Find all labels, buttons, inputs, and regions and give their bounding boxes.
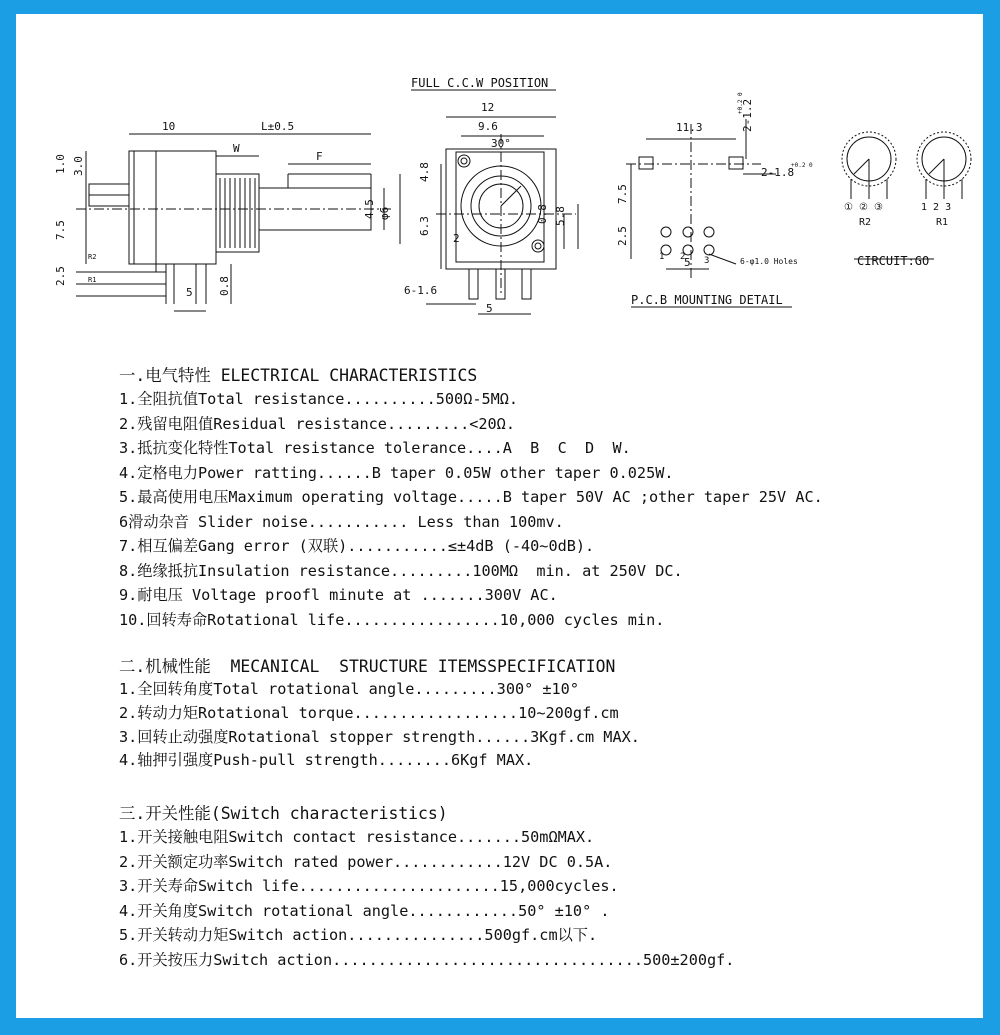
- dim-side-l: L±0.5: [261, 120, 295, 133]
- dim-pcb-2-1-8: 2-1.8: [761, 166, 795, 179]
- circuit-r2-pins: ① ② ③: [844, 202, 883, 213]
- circuit-r1-label: R1: [936, 217, 949, 228]
- dim-side-r1: R1: [88, 276, 97, 284]
- spec-line: 5.开关转动力矩Switch action...............500gf.cm以下.: [119, 926, 598, 944]
- dim-front-0-8: 0.8: [536, 204, 549, 224]
- section-heading: 一.电气特性 ELECTRICAL CHARACTERISTICS: [119, 366, 478, 385]
- thread-lines: [220, 178, 255, 248]
- circuit-label: CIRCUIT:GO: [857, 254, 930, 268]
- dim-front-6-3: 6.3: [418, 216, 431, 236]
- dim-side-2-5: 2.5: [54, 266, 67, 286]
- dim-front-6-1-6: 6-1.6: [404, 284, 438, 297]
- mechanical-drawing: [16, 14, 983, 344]
- dim-side-1-0: 1.0: [54, 154, 67, 174]
- dim-side-f: F: [316, 150, 323, 163]
- dim-side-5: 5: [186, 286, 193, 299]
- spec-line: 5.最高使用电压Maximum operating voltage.....B taper 50V AC ;other taper 25V AC.: [119, 488, 823, 506]
- dim-side-10: 10: [162, 120, 176, 133]
- pcb-pin-1: 1: [659, 252, 665, 262]
- circuit-r2-label: R2: [859, 217, 872, 228]
- spec-line: 6.开关按压力Switch action..................................500±200gf.: [119, 951, 735, 969]
- dim-front-5: 5: [486, 302, 493, 315]
- dim-front-5-8: 5.8: [554, 206, 567, 226]
- spec-line: 2.转动力矩Rotational torque..................10~200gf.cm: [119, 704, 619, 722]
- spec-line: 3.开关寿命Switch life......................15,000cycles.: [119, 877, 619, 895]
- dim-pcb-7-5: 7.5: [616, 184, 629, 204]
- full-ccw-label: FULL C.C.W POSITION: [411, 76, 549, 90]
- spec-line: 1.全阻抗值Total resistance..........500Ω-5MΩ.: [119, 390, 519, 408]
- spec-line: 4.轴押引强度Push-pull strength........6Kgf MAX.: [119, 751, 534, 769]
- pcb-pin-2: 2: [680, 252, 686, 262]
- dim-side-r2: R2: [88, 253, 97, 261]
- circuit-r1-pins: 1 2 3: [921, 202, 952, 213]
- dim-side-4-5: 4.5: [363, 199, 376, 219]
- dim-front-4-8: 4.8: [418, 162, 431, 182]
- dim-front-2: 2: [453, 232, 460, 245]
- pcb-label: P.C.B MOUNTING DETAIL: [631, 293, 783, 307]
- dim-pcb-2-1-2-tol: +0.2 0: [737, 92, 744, 114]
- dim-side-w: W: [233, 142, 240, 155]
- dim-side-phi6: φ6: [378, 206, 391, 220]
- pcb-pin-3: 3: [704, 256, 710, 266]
- section-heading: 三.开关性能(Switch characteristics): [119, 804, 448, 823]
- spec-line: 7.相互偏差Gang error (双联)...........≤±4dB (-40~0dB).: [119, 537, 595, 555]
- dim-pcb-2-1-8-tol: +0.2 0: [791, 162, 813, 169]
- spec-line: 6滑动杂音 Slider noise........... Less than 100mv.: [119, 513, 564, 531]
- dim-pcb-5: 5: [684, 256, 691, 269]
- dim-side-3-0: 3.0: [72, 156, 85, 176]
- dim-front-12: 12: [481, 101, 495, 114]
- spec-line: 1.全回转角度Total rotational angle.........300° ±10°: [119, 680, 579, 698]
- section-heading: 二.机械性能 MECANICAL STRUCTURE ITEMSSPECIFICATION: [119, 657, 616, 676]
- dim-front-30: 30°: [491, 137, 511, 150]
- spec-line: 2.开关额定功率Switch rated power............12V DC 0.5A.: [119, 853, 613, 871]
- spec-line: 8.绝缘抵抗Insulation resistance.........100MΩ min. at 250V DC.: [119, 562, 683, 580]
- spec-line: 4.开关角度Switch rotational angle............50° ±10° .: [119, 902, 610, 920]
- datasheet-page: [16, 14, 983, 1018]
- dim-pcb-holes: 6-φ1.0 Holes: [740, 257, 798, 266]
- spec-line: 2.残留电阻值Residual resistance.........<20Ω.: [119, 415, 515, 433]
- spec-line: 10.回转寿命Rotational life.................10,000 cycles min.: [119, 611, 665, 629]
- spec-line: 3.抵抗变化特性Total resistance tolerance....A B C D W.: [119, 439, 631, 457]
- spec-line: 1.开关接触电阻Switch contact resistance.......50mΩMAX.: [119, 828, 595, 846]
- dim-front-9-6: 9.6: [478, 120, 498, 133]
- dim-pcb-11-3: 11.3: [676, 121, 703, 134]
- side-view: [76, 134, 400, 311]
- dim-pcb-2-5: 2.5: [616, 226, 629, 246]
- pcb-view: [626, 119, 776, 279]
- spec-line: 4.定格电力Power ratting......B taper 0.05W other taper 0.025W.: [119, 464, 674, 482]
- dim-side-0-8: 0.8: [218, 276, 231, 296]
- circuit-diagram: [842, 132, 971, 259]
- dim-pcb-2-1-2: 2-1.2: [741, 98, 754, 132]
- spec-line: 9.耐电压 Voltage proofl minute at .......300V AC.: [119, 586, 558, 604]
- dim-side-7-5: 7.5: [54, 220, 67, 240]
- spec-line: 3.回转止动强度Rotational stopper strength......3Kgf.cm MAX.: [119, 728, 640, 746]
